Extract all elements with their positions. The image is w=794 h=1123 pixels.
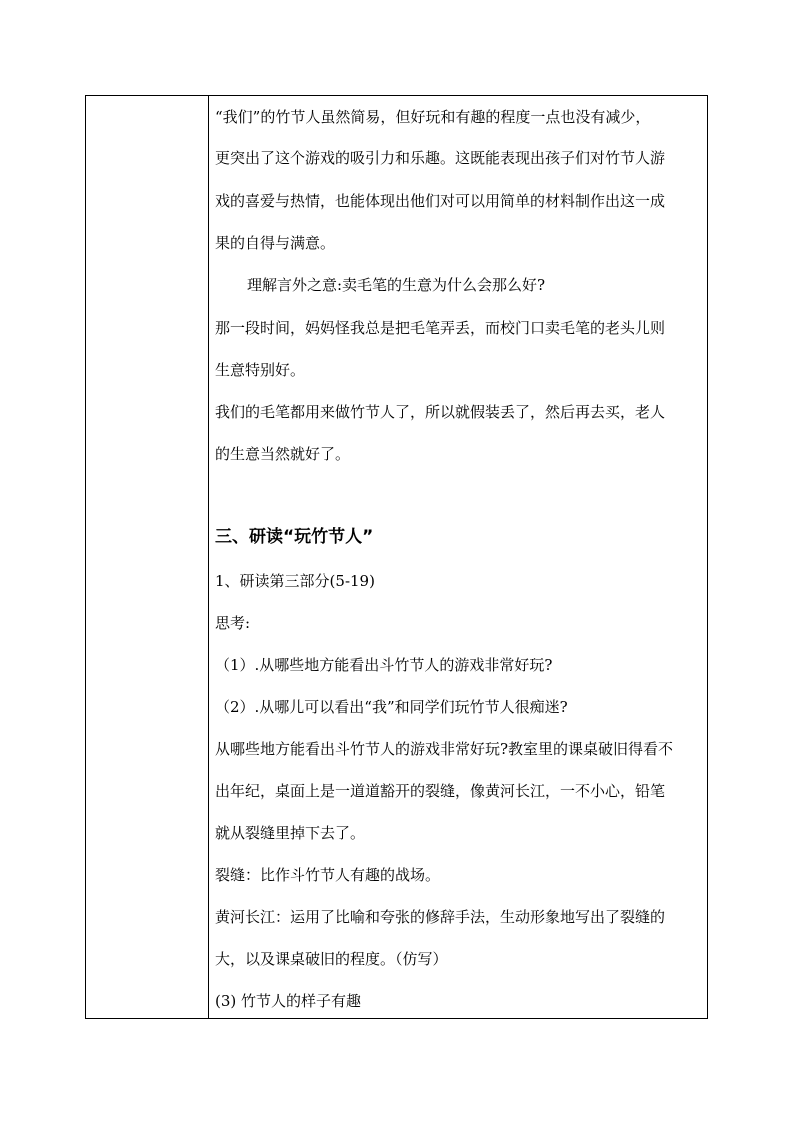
column-divider (208, 96, 209, 1018)
paragraph-line: 更突出了这个游戏的吸引力和乐趣。这既能表现出孩子们对竹节人游 (215, 149, 666, 167)
answer-line: 就从裂缝里掉下去了。 (215, 824, 366, 842)
river-note-line: 黄河长江：运用了比喻和夸张的修辞手法，生动形象地写出了裂缝的 (215, 908, 666, 926)
answer-line: 从哪些地方能看出斗竹节人的游戏非常好玩?教室里的课桌破旧得看不 (215, 740, 674, 758)
subsection-heading: 1、研读第三部分(5-19) (215, 572, 375, 590)
paragraph-line: 生意特别好。 (215, 361, 306, 379)
think-label: 思考: (215, 614, 251, 632)
paragraph-question: 理解言外之意:卖毛笔的生意为什么会那么好? (247, 276, 546, 294)
paragraph-line: 果的自得与满意。 (215, 234, 336, 252)
paragraph-line: 我们的毛笔都用来做竹节人了，所以就假装丢了，然后再去买，老人 (215, 403, 666, 421)
question-2: （2）.从哪儿可以看出“我”和同学们玩竹节人很痴迷? (215, 698, 568, 716)
paragraph-line: 戏的喜爱与热情，也能体现出他们对可以用简单的材料制作出这一成 (215, 192, 666, 210)
river-note-line: 大，以及课桌破旧的程度。（仿写） (215, 950, 448, 968)
question-1: （1）.从哪些地方能看出斗竹节人的游戏非常好玩? (215, 656, 553, 674)
paragraph-line: 那一段时间，妈妈怪我总是把毛笔弄丢，而校门口卖毛笔的老头儿则 (215, 319, 666, 337)
paragraph-line: 的生意当然就好了。 (215, 445, 351, 463)
section-heading: 三、研读“玩竹节人” (215, 527, 374, 547)
question-3: (3) 竹节人的样子有趣 (215, 992, 362, 1010)
lesson-table (85, 95, 708, 1019)
answer-line: 出年纪，桌面上是一道道豁开的裂缝，像黄河长江，一不小心，铅笔 (215, 782, 666, 800)
paragraph-line: “我们”的竹节人虽然简易，但好玩和有趣的程度一点也没有减少， (215, 108, 651, 126)
crack-note: 裂缝：比作斗竹节人有趣的战场。 (215, 866, 441, 884)
